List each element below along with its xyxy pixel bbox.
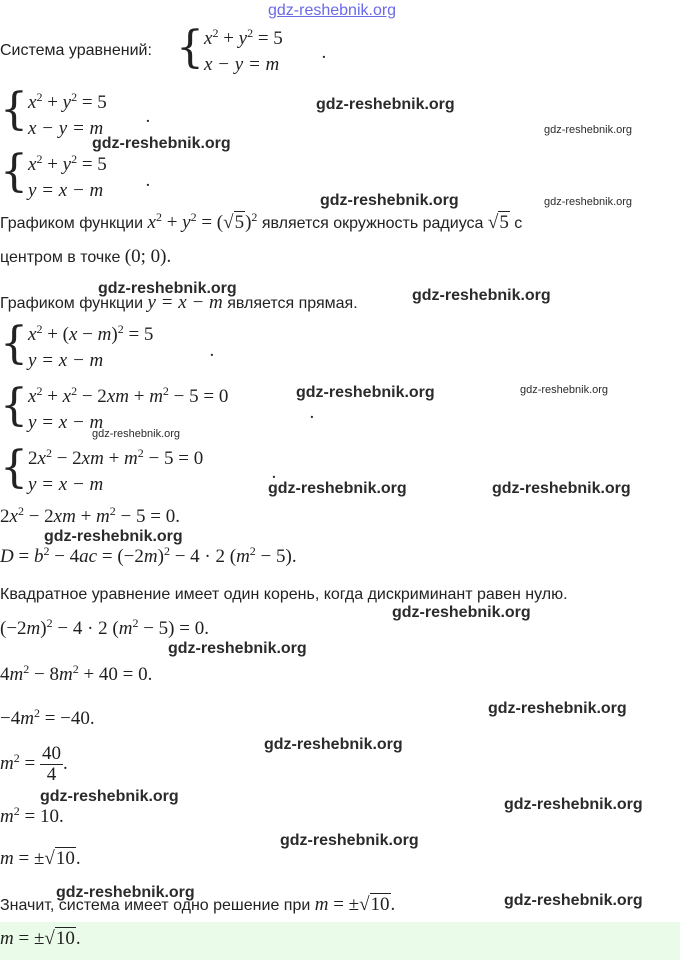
equation-expanded: $x^2 + x^2 - 2xm + m^2 - 5 = 0$ <box>28 384 229 407</box>
period: . <box>210 340 215 361</box>
watermark: gdz-reshebnik.org <box>504 892 643 909</box>
system-brace: { <box>0 380 28 431</box>
step-6: m = ±√10. <box>0 848 81 869</box>
step-2: $4m^2 - 8m^2 + 40 = 0$. <box>0 662 153 685</box>
step-5: $m^2 = 10$. <box>0 804 64 827</box>
equation-y: y = x − m <box>28 474 104 495</box>
system-brace: { <box>0 318 28 369</box>
period: . <box>310 402 315 423</box>
equation-y: y = x − m <box>28 180 104 201</box>
watermark: gdz-reshebnik.org <box>492 480 631 497</box>
conclusion: Значит, система имеет одно решение при m = ±√10. <box>0 894 396 915</box>
equation-circle: $x^2 + y^2 = 5$ <box>204 26 283 49</box>
watermark: gdz-reshebnik.org <box>296 384 435 401</box>
period: . <box>322 42 327 63</box>
watermark: gdz-reshebnik.org <box>504 796 643 813</box>
watermark-link-top[interactable]: gdz-reshebnik.org <box>268 2 397 19</box>
period: . <box>272 462 277 483</box>
watermark: gdz-reshebnik.org <box>544 124 633 136</box>
watermark: gdz-reshebnik.org <box>412 287 551 304</box>
watermark: gdz-reshebnik.org <box>392 604 531 621</box>
root-condition-text: Квадратное уравнение имеет один корень, когда дискриминант равен нулю. <box>0 586 568 603</box>
answer: m = ±√10. <box>0 928 81 949</box>
watermark: gdz-reshebnik.org <box>98 280 237 297</box>
watermark: gdz-reshebnik.org <box>168 640 307 657</box>
equation-simplified: $2x^2 - 2xm + m^2 - 5 = 0$ <box>28 446 204 469</box>
intro-label: Система уравнений: <box>0 42 152 59</box>
watermark: gdz-reshebnik.org <box>40 788 179 805</box>
period: . <box>146 170 151 191</box>
system-brace: { <box>0 442 28 493</box>
circle-center: центром в точке (0; 0). <box>0 246 172 267</box>
equation-line: x − y = m <box>28 118 104 139</box>
equation-y: y = x − m <box>28 412 104 433</box>
equation-line: x − y = m <box>204 54 280 75</box>
equation-substituted: $x^2 + (x - m)^2 = 5$ <box>28 322 154 345</box>
watermark: gdz-reshebnik.org <box>520 384 609 396</box>
step-1: $(-2m)^2 - 4 \cdot 2$ $(m^2 - 5) = 0$. <box>0 616 209 639</box>
line-description: Графиком функции y = x − m является прямая. <box>0 292 358 313</box>
watermark: gdz-reshebnik.org <box>488 700 627 717</box>
watermark: gdz-reshebnik.org <box>92 428 181 440</box>
watermark: gdz-reshebnik.org <box>56 884 195 901</box>
equation-circle: $x^2 + y^2 = 5$ <box>28 152 107 175</box>
watermark: gdz-reshebnik.org <box>92 135 231 152</box>
step-4: $m^2$ = $\frac{40}{4}$ . <box>0 743 68 785</box>
watermark: gdz-reshebnik.org <box>320 192 459 209</box>
quadratic-equation: $2x^2 - 2xm + m^2 - 5 = 0$. <box>0 504 180 527</box>
period: . <box>146 106 151 127</box>
watermark: gdz-reshebnik.org <box>44 528 183 545</box>
watermark: gdz-reshebnik.org <box>544 196 633 208</box>
watermark: gdz-reshebnik.org <box>268 480 407 497</box>
step-3: $-4m^2 = -40$. <box>0 706 95 729</box>
watermark: gdz-reshebnik.org <box>316 96 455 113</box>
discriminant: $D = b^2 - 4ac = (-2m)^2 - 4 \cdot 2$ $(m^2 - 5)$. <box>0 544 297 567</box>
answer-box <box>0 922 680 960</box>
circle-description: Графиком функции $x^2 + y^2 = (√5)^2$ является окружность радиуса √5 с <box>0 210 523 233</box>
system-brace: { <box>0 146 28 197</box>
system-brace: { <box>176 22 204 73</box>
watermark: gdz-reshebnik.org <box>264 736 403 753</box>
system-brace: { <box>0 84 28 135</box>
equation-y: y = x − m <box>28 350 104 371</box>
equation-circle: $x^2 + y^2 = 5$ <box>28 90 107 113</box>
watermark: gdz-reshebnik.org <box>280 832 419 849</box>
